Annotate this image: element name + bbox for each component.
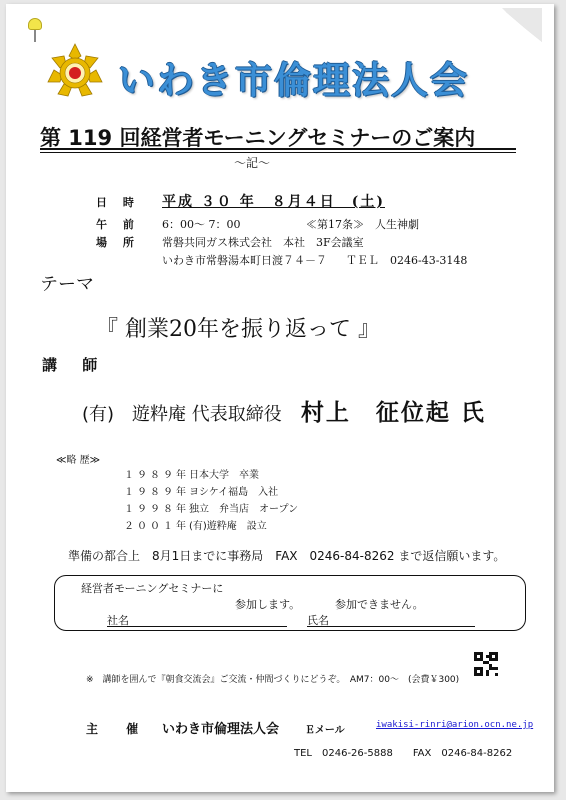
- email-label: Ｅメール: [304, 725, 345, 736]
- lecturer: [82, 394, 486, 427]
- event-title: 第 119 回経営者モーニングセミナーのご案内: [40, 126, 476, 150]
- career-item: １９９８年独立 弁当店 オープン: [124, 504, 299, 515]
- page-curl-icon: [502, 8, 542, 42]
- reply-notice: 準備の都合上 8月1日までに事務局 FAX 0246-84-8262 まで返信願います。: [68, 549, 506, 563]
- event-place: 常磐共同ガス株式会社 本社 3F会議室: [162, 236, 364, 249]
- time-label: 午 前: [96, 218, 140, 231]
- theme-title: 『 創業20年を振り返って 』: [96, 317, 380, 342]
- rsvp-intro: 経営者モーニングセミナーに: [81, 582, 224, 595]
- event-address: いわき市常磐湯本町日渡７４－７: [162, 254, 327, 267]
- career-label: ≪略 歴≫: [56, 455, 101, 466]
- lecturer-label: 講 師: [42, 356, 108, 374]
- sponsor-contact: TEL 0246-26-5888 FAX 0246-84-8262: [294, 748, 513, 759]
- qr-code-icon[interactable]: [474, 652, 498, 676]
- place-label: 場 所: [96, 236, 140, 249]
- flyer-sheet: [6, 4, 554, 792]
- career-item: ２００１年(有)遊粋庵 設立: [124, 521, 267, 532]
- email-link[interactable]: iwakisi-rinri@arion.ocn.ne.jp: [376, 720, 534, 730]
- sponsor-label: 主 催: [86, 722, 151, 736]
- organization-title: いわき市倫理法人会: [118, 59, 469, 102]
- name-label: 氏名: [307, 614, 329, 627]
- sponsor-line: [86, 718, 534, 737]
- career-list: [124, 466, 298, 534]
- company-field[interactable]: [107, 626, 287, 627]
- event-date: 平成 ３０ 年 ８月４日 (土): [162, 194, 385, 210]
- career-item: １９８９年日本大学 卒業: [124, 470, 259, 481]
- rsvp-decline-option[interactable]: 参加できません。: [335, 598, 424, 611]
- session-topic: ≪第17条≫ 人生神劇: [306, 218, 419, 231]
- name-field[interactable]: [307, 626, 475, 627]
- sponsor-name: いわき市倫理法人会: [162, 722, 280, 737]
- lecturer-organization: (有) 遊粋庵 代表取締役: [82, 404, 282, 425]
- company-label: 社名: [107, 614, 129, 627]
- lecturer-name: 村上 征位起 氏: [300, 400, 486, 426]
- rsvp-form: [54, 575, 526, 631]
- event-time: 6：00～ 7：00: [162, 218, 241, 231]
- breakfast-note: ※ 講師を囲んで『朝食交流会』ご交流・仲間づくりにどうぞ。 AM7：00～ (会費￥300): [86, 675, 460, 685]
- date-label: 日 時: [96, 196, 140, 209]
- ki-heading: ～記～: [234, 156, 271, 170]
- event-tel: ＴＥＬ 0246-43-3148: [346, 254, 468, 267]
- career-item: １９８９年ヨシケイ福島 入社: [124, 487, 279, 498]
- pushpin-icon: [28, 18, 42, 44]
- theme-label: テーマ: [40, 274, 94, 295]
- title-rule: [40, 148, 516, 150]
- organization-emblem-icon: [46, 42, 104, 100]
- rsvp-attend-option[interactable]: 参加します。: [235, 598, 301, 611]
- title-rule-thin: [40, 152, 516, 153]
